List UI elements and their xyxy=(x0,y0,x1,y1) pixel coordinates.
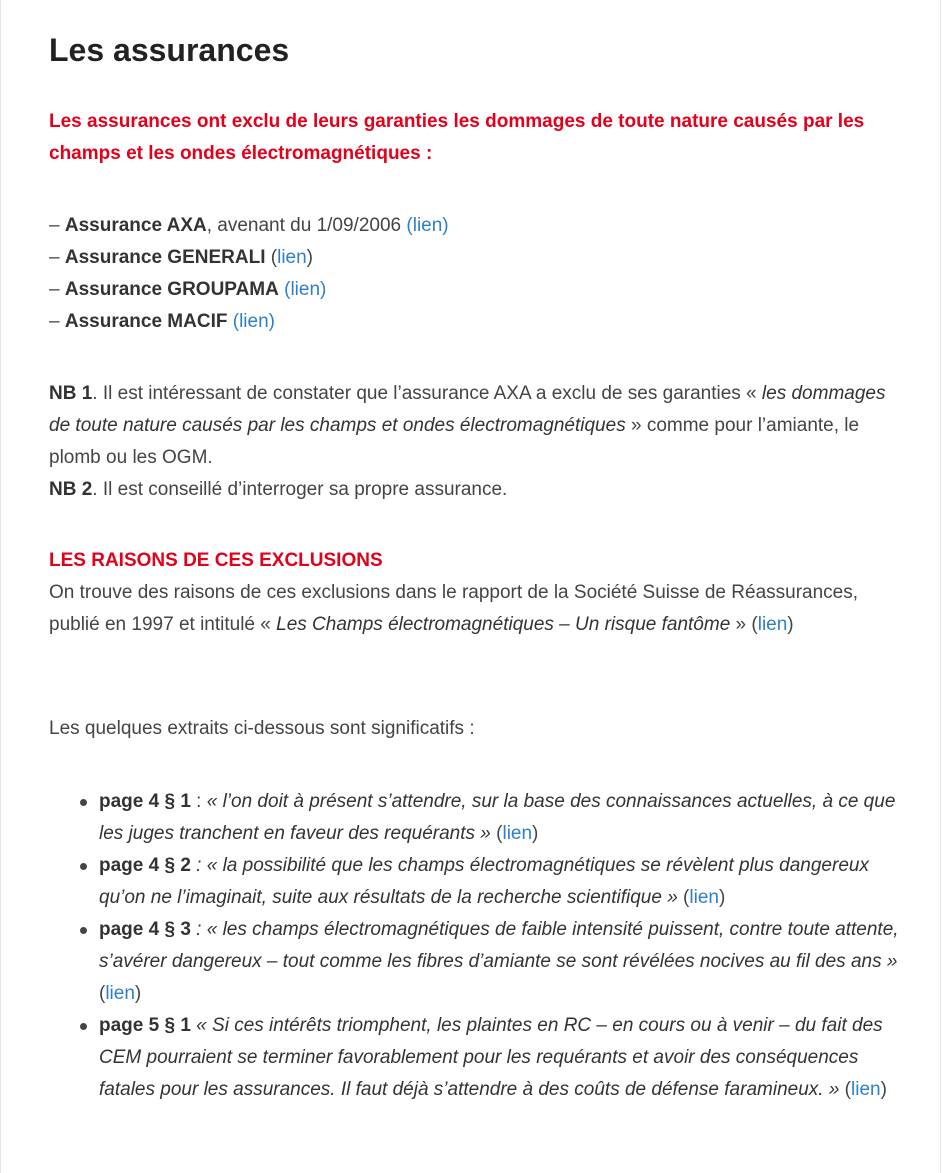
extract-link[interactable]: lien xyxy=(851,1079,881,1100)
section-text-part: On trouve des raisons de ces exclusions dans le rapport de la Société Suisse de Réassurances, publié en 1997 et intitulé « xyxy=(49,582,859,635)
paren: ) xyxy=(880,1079,887,1100)
intro-text: Les assurances ont exclu de leurs garanties les dommages de toute nature causés par les champs et les ondes électromagnétiques : xyxy=(49,111,865,164)
section-text-part: » ( xyxy=(730,614,758,635)
paren: ) xyxy=(718,887,726,908)
extract-sep: : xyxy=(190,855,207,876)
insurer-name: Assurance MACIF xyxy=(64,311,228,332)
extracts-list xyxy=(49,786,899,1106)
dash: – xyxy=(49,247,65,268)
extract-quote: « Si ces intérêts triomphent, les plaintes en RC – en cours ou à venir – du fait des CEM pourraient se terminer favorablement pour les requérants et avoir des conséquences fatales pour les assurances. Il faut déjà s’attendre à des coûts de défense faramineux. » xyxy=(99,1015,883,1100)
insurer-link-macif[interactable]: (lien) xyxy=(232,311,275,332)
list-item xyxy=(49,850,899,914)
extract-ref: page 4 § 3 xyxy=(99,919,191,940)
insurer-link-groupama[interactable]: (lien) xyxy=(284,279,327,300)
report-link[interactable]: lien xyxy=(757,614,788,635)
list-item xyxy=(49,1010,899,1106)
extract-sep: : xyxy=(190,791,207,812)
insurer-name: Assurance GROUPAMA xyxy=(64,279,279,300)
note-label: NB 1 xyxy=(49,383,93,404)
bullet-icon xyxy=(80,927,87,934)
insurer-item-generali xyxy=(49,242,899,274)
paren: ) xyxy=(134,983,142,1004)
paren: ) xyxy=(787,614,794,635)
note-text: . Il est intéressant de constater que l’assurance AXA a exclu de ses garanties « xyxy=(92,383,762,404)
insurer-name: Assurance GENERALI xyxy=(64,247,266,268)
extract-link[interactable]: lien xyxy=(689,887,719,908)
extract-ref: page 4 § 2 xyxy=(99,855,191,876)
note-text: » comme pour l’amiante, le plomb ou les OGM. xyxy=(49,415,860,468)
insurer-name: Assurance AXA xyxy=(64,215,207,236)
extract-quote: « l’on doit à présent s’attendre, sur la base des connaissances actuelles, à ce que les juges tranchent en faveur des requérants » xyxy=(99,791,896,844)
insurer-item-macif xyxy=(49,306,899,338)
section-text xyxy=(49,577,899,641)
note-label: NB 2 xyxy=(49,479,93,500)
extract-ref: page 5 § 1 xyxy=(99,1015,191,1036)
insurer-link-axa[interactable]: (lien) xyxy=(406,215,449,236)
dash: – xyxy=(49,279,65,300)
section-title: LES RAISONS DE CES EXCLUSIONS xyxy=(49,550,383,571)
list-item xyxy=(49,914,899,1010)
bullet-icon xyxy=(80,863,87,870)
dash: – xyxy=(49,311,65,332)
list-item xyxy=(49,786,899,850)
dash: – xyxy=(49,215,65,236)
extract-link[interactable]: lien xyxy=(105,983,135,1004)
note-text: . Il est conseillé d’interroger sa propre assurance. xyxy=(92,479,508,500)
notes xyxy=(49,378,899,506)
report-title: Les Champs électromagnétiques – Un risque fantôme xyxy=(276,614,731,635)
note-1 xyxy=(49,378,899,474)
page-title: Les assurances xyxy=(49,32,290,68)
note-quote: les dommages de toute nature causés par les champs et ondes électromagnétiques xyxy=(49,383,886,436)
bullet-icon xyxy=(80,1023,87,1030)
paren: ( xyxy=(677,887,690,908)
extract-link[interactable]: lien xyxy=(502,823,533,844)
extract-quote: « la possibilité que les champs électromagnétiques se révèlent plus dangereux qu’on ne l’imaginait, suite aux résultats de la recherche scientifique » xyxy=(99,855,869,908)
insurers-list xyxy=(49,210,899,338)
paren: ( xyxy=(99,983,106,1004)
paren: ( xyxy=(270,247,278,268)
extracts-intro: Les quelques extraits ci-dessous sont significatifs : xyxy=(49,718,475,739)
paren: ( xyxy=(839,1079,851,1100)
paren: ) xyxy=(306,247,313,268)
extract-ref: page 4 § 1 xyxy=(99,791,191,812)
insurer-link-generali[interactable]: lien xyxy=(277,247,307,268)
reasons-section xyxy=(49,545,899,641)
insurer-item-groupama xyxy=(49,274,899,306)
extract-sep: : xyxy=(190,919,207,940)
bullet-icon xyxy=(80,799,87,806)
paren: ) xyxy=(532,823,539,844)
paren: ( xyxy=(490,823,503,844)
insurer-note: , avenant du 1/09/2006 xyxy=(206,215,407,236)
extract-quote: « les champs électromagnétiques de faible intensité puissent, contre toute attente, s’avérer dangereux – tout comme les fibres d’amiante se sont révélées nocives au fil des ans » xyxy=(99,919,899,972)
note-2 xyxy=(49,474,899,506)
insurer-item-axa xyxy=(49,210,899,242)
